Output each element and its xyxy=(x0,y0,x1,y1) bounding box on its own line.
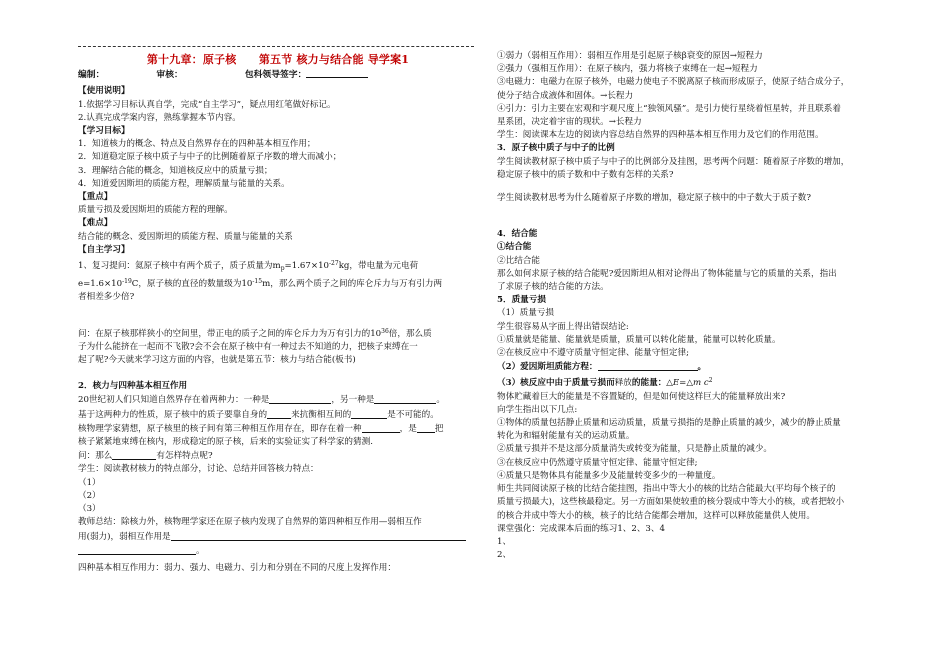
sign-line xyxy=(306,68,368,78)
left-column xyxy=(78,50,478,575)
difficulty-text: 结合能的概念、爱因斯坦的质能方程、质量与能量的关系 xyxy=(78,231,293,242)
s5-item-3: ①质量就是能量、能量就是质量，质量可以转化能量，能量可以转化质量。 xyxy=(497,334,781,345)
right-column xyxy=(497,50,897,562)
binding-energy-item: ①结合能 xyxy=(497,242,532,253)
question-line-1: 问：在原子核那样狭小的空间里，带正电的质子之间的库仑斥力为万有引力的$10^{36}$倍，那么质 xyxy=(78,327,432,339)
difficulty-heading: 【难点】 xyxy=(78,218,113,229)
exercise-2: 2、 xyxy=(497,550,512,561)
s4-line-b: 了求原子核的结合能的方法。 xyxy=(497,282,609,293)
s2-line-4: 核子紧紧地束缚在核内，形成稳定的原子核，后来的实验证实了科学家的猜测. xyxy=(78,437,373,448)
fill-blank[interactable] xyxy=(269,393,331,404)
s5-line-12: ④质量只是物体具有能量多少及能量转变多少的一种量度。 xyxy=(497,470,721,481)
fill-blank[interactable] xyxy=(598,360,698,371)
s2-line-3: 核物理学家猜想，原子核里的核子间有第三种相互作用存在，即存在着一种 ，是 把 xyxy=(78,423,444,434)
leader-sign-label: 包科领导签字： xyxy=(244,70,307,81)
mass-defect-energy-line: （3）核反应中由于质量亏损而释放的能量：△E=△m $c^2$ xyxy=(497,377,713,389)
s5-line-9a: ①物体的质量包括静止质量和运动质量，质量亏损指的是静止质量的减少，减少的静止质量 xyxy=(497,418,841,429)
force-em-2: 使分子结合成液体和固体。→长程力 xyxy=(497,90,634,101)
force-summary: 学生：阅读课本左边的阅读内容总结自然界的四种基本相互作用力及它们的作用范围。 xyxy=(497,130,824,141)
s4-line-a: 那么如何求原子核的结合能呢?爱因斯坦从相对论得出了物体能量与它的质量的关系，指出 xyxy=(497,268,837,279)
s2-line-5: 问：那么 有怎样特点呢? xyxy=(78,451,213,462)
key-heading: 【重点】 xyxy=(78,192,113,203)
s5-item-1: （1）质量亏损 xyxy=(497,308,555,319)
specific-binding-energy-item: ②比结合能 xyxy=(497,255,540,266)
section5-heading: 5．质量亏损 xyxy=(497,295,546,306)
s5-line-7: 物体贮藏着巨大的能量是不容置疑的，但是如何使这样巨大的能量释放出来? xyxy=(497,391,786,402)
s2-item-3: （3） xyxy=(78,504,101,515)
question-line-2: 子为什么能挤在一起而不飞散?会不会在原子核中有一种过去不知道的力，把核子束缚在一 xyxy=(78,341,418,352)
fill-blank[interactable] xyxy=(417,422,435,433)
s2-line-6: 学生：阅读教材核力的特点部分，讨论、总结并回答核力特点： xyxy=(78,464,319,475)
reviewer-label: 审核： xyxy=(156,70,183,81)
force-weak: ①弱力（弱相互作用）：弱相互作用是引起原子核β衰变的原因→短程力 xyxy=(497,51,763,61)
usage-item: 1.依据学习目标认真自学，完成“自主学习”，疑点用红笔做好标记。 xyxy=(78,99,336,110)
fill-blank[interactable] xyxy=(374,393,436,404)
force-grav-2: 星系团，决定着宇宙的现状。→长程力 xyxy=(497,117,642,128)
fill-blank[interactable] xyxy=(267,408,291,419)
review-line-1: 1、复习提问：氦原子核中有两个质子，质子质量为$m_p=1.67\times 10^{-27}kg$，带电量为元电荷 xyxy=(78,260,419,273)
top-dashed-rule xyxy=(78,46,474,47)
s2-item-1: （1） xyxy=(78,477,101,488)
s2-teacher-3: 。 xyxy=(78,544,478,558)
question-line-3: 起了呢?今天就来学习这方面的内容，也就是第五节：核力与结合能(板书) xyxy=(78,355,356,366)
section4-heading: 4．结合能 xyxy=(497,229,538,240)
page-title: 第十九章：原子核 第五节 核力与结合能 导学案1 xyxy=(146,53,410,66)
s5-line-14: 课堂强化：完成课本后面的练习1、2、3、4 xyxy=(497,523,665,534)
s5-line-9b: 转化为和辐射能量有关的运动质量。 xyxy=(497,431,635,442)
s5-line-8: 向学生指出以下几点: xyxy=(497,404,578,415)
meta-line xyxy=(78,68,478,82)
s2-last-line: 四种基本相互作用力：弱力、强力、电磁力、引力和分别在不同的尺度上发挥作用： xyxy=(78,562,396,573)
usage-item: 2.认真完成学案内容，熟练掌握本节内容。 xyxy=(78,112,241,123)
force-grav-1: ④引力：引力主要在宏观和宇观尺度上“独领风骚”。是引力使行星绕着恒星转，并且联系着 xyxy=(497,103,841,114)
goal-item: 3．理解结合能的概念，知道核反应中的质量亏损； xyxy=(78,165,273,176)
s3-line-c: 学生阅读教材思考为什么随着原子序数的增加，稳定原子核中的中子数大于质子数? xyxy=(497,193,811,204)
review-line-3: 者相差多少倍? xyxy=(78,292,135,303)
fill-blank[interactable] xyxy=(78,544,196,555)
exercise-1: 1、 xyxy=(497,536,512,547)
usage-heading: 【使用说明】 xyxy=(78,86,130,97)
section3-heading: 3．原子核中质子与中子的比例 xyxy=(497,143,615,154)
fill-blank[interactable] xyxy=(112,449,156,460)
fill-blank[interactable] xyxy=(171,530,466,541)
force-strong: ②强力（强相互作用）：在原子核内，强力将核子束缚在一起→短程力 xyxy=(497,64,758,75)
s5-line-11: ③在核反应中仍然遵守质量守恒定律、能量守恒定律; xyxy=(497,457,698,468)
goals-heading: 【学习目标】 xyxy=(78,126,130,137)
goal-item: 2．知道稳定原子核中质子与中子的比例随着原子序数的增大而减小； xyxy=(78,152,342,163)
einstein-equation-line: （2）爱因斯坦质能方程： 。 xyxy=(497,362,707,373)
s3-line-b: 稳定原子核中的质子数和中子数有怎样的关系? xyxy=(497,169,674,180)
fill-blank[interactable] xyxy=(362,422,400,433)
editor-label: 编制： xyxy=(78,70,105,81)
s5-line-13a: 师生共同阅读原子核的比结合能挂图，指出中等大小的核的比结合能最大(平均每个核子的 xyxy=(497,484,836,495)
s5-item-4: ②在核反应中不遵守质量守恒定律、能量守恒定律; xyxy=(497,348,689,359)
s5-item-2: 学生很容易从字面上得出错误结论: xyxy=(497,321,629,332)
s5-line-13b: 质量亏损最大)，这些核最稳定。另一方面如果使较重的核分裂成中等大小的核，或者把较小 xyxy=(497,497,845,508)
section2-heading: 2．核力与四种基本相互作用 xyxy=(78,381,188,392)
s2-line-2: 基于这两种力的性质，原子核中的质子要靠自身的 来抗衡相互间的 是不可能的。 xyxy=(78,409,439,420)
self-study-heading: 【自主学习】 xyxy=(78,244,130,255)
fill-blank[interactable] xyxy=(351,408,387,419)
s3-line-a: 学生阅读教材原子核中质子与中子的比例部分及挂图，思考两个问题：随着原子序数的增加， xyxy=(497,156,850,167)
goal-item: 4．知道爱因斯坦的质能方程，理解质量与能量的关系。 xyxy=(78,178,290,189)
key-text: 质量亏损及爱因斯坦的质能方程的理解。 xyxy=(78,205,233,216)
s5-line-10: ②质量亏损并不是这部分质量消失或转变为能量，只是静止质量的减少。 xyxy=(497,444,773,455)
review-line-2: $e=1.6\times 10^{-19}C$，原子核的直径的数量级为$10^{-15}m$，那么两个质子之间的库仑斥力与万有引力两 xyxy=(78,278,443,290)
s5-line-13c: 的核合并成中等大小的核，核子的比结合能都会增加，这样可以释放能量供人使用。 xyxy=(497,510,815,521)
s2-teacher-1: 教师总结：除核力外，核物理学家还在原子核内发现了自然界的第四种相互作用—弱相互作 xyxy=(78,517,422,528)
force-em-1: ③电磁力：电磁力在原子核外，电磁力使电子不脱离原子核而形成原子，使原子结合成分子， xyxy=(497,77,850,88)
goal-item: 1．知道核力的概念、特点及自然界存在的四种基本相互作用； xyxy=(78,139,316,150)
s2-line-1: 20世纪初人们只知道自然界存在着两种力：一种是 ，另一种是 。 xyxy=(78,395,445,406)
s2-item-2: （2） xyxy=(78,490,101,501)
s2-teacher-2: 用(弱力)，弱相互作用是 xyxy=(78,530,478,544)
